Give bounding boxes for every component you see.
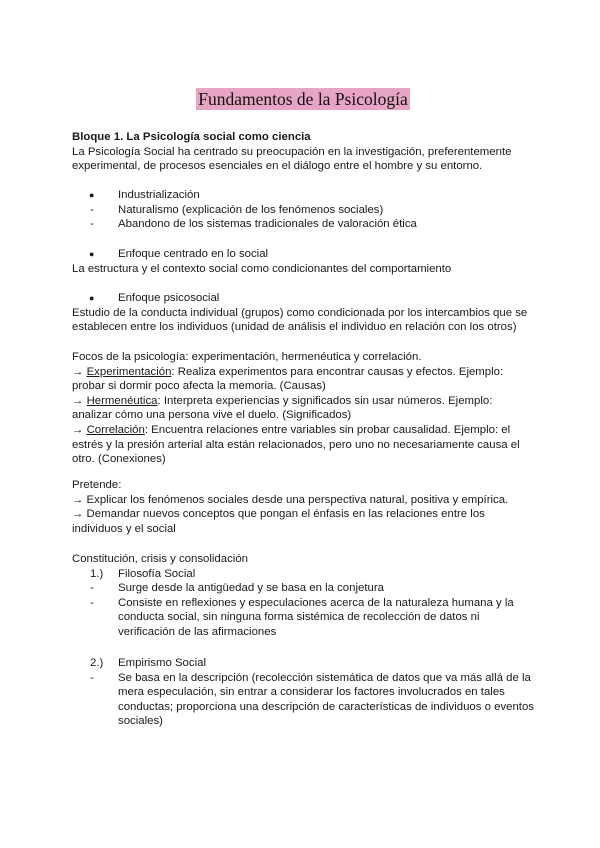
focos-term: Correlación — [86, 423, 145, 436]
focos-item — [72, 365, 534, 394]
empirismo-section — [72, 656, 534, 729]
arrow-glyph: → — [72, 423, 84, 436]
list-item — [72, 596, 534, 640]
dash-marker: - — [90, 582, 94, 595]
list-item — [72, 217, 534, 232]
dash-text: Consiste en reflexiones y especulaciones acerca de la naturaleza humana y la conducta social, sin ninguna forma sistémica de recolección de datos ni verificación de las afirmaciones — [118, 596, 514, 638]
focos-desc: : Interpreta experiencias y significados sin usar números. Ejemplo: analizar cómo una persona vive el duelo. (Significados) — [72, 394, 493, 422]
number-marker: 1.) — [90, 567, 104, 580]
enfoque-social-text: La estructura y el contexto social como condicionantes del comportamiento — [72, 262, 452, 275]
list-item — [72, 291, 534, 306]
dash-text: Se basa en la descripción (recolección sistemática de datos que va más allá de la mera especulación, sin entrar a considerar los factores involucrados en tales conductas; proporciona una descripción de características de individuos o eventos sociales) — [118, 671, 535, 728]
focos-intro: Focos de la psicología: experimentación, hermenéutica y correlación. — [72, 351, 422, 363]
pretende-item: → Explicar los fenómenos sociales desde una perspectiva natural, positiva y empírica. — [72, 493, 509, 506]
bullet-marker: ● — [89, 293, 95, 303]
dash-marker: - — [90, 203, 94, 216]
dash-marker: - — [90, 218, 94, 231]
focos-item — [72, 423, 534, 467]
dash-marker: - — [90, 596, 94, 609]
numbered-item — [72, 656, 534, 671]
number-marker: 2.) — [90, 657, 104, 669]
focos-term: Experimentación — [86, 365, 172, 378]
constitucion-heading: Constitución, crisis y consolidación — [72, 553, 248, 565]
bullet-marker: ● — [89, 249, 95, 259]
bloque-heading: Bloque 1. La Psicología social como ciencia — [72, 131, 311, 143]
numbered-label: Filosofía Social — [118, 567, 196, 580]
arrow-glyph: → — [72, 394, 84, 407]
enfoque-psico-group — [72, 291, 534, 335]
list-item — [72, 671, 534, 729]
dash-text: Abandono de los sistemas tradicionales de valoración ética — [118, 218, 417, 231]
enfoque-social-group — [72, 247, 534, 276]
bullet-text: Enfoque psicosocial — [118, 292, 220, 304]
pretende-item: → Demandar nuevos conceptos que pongan el énfasis en las relaciones entre los individuos y el social — [72, 508, 485, 535]
bullet-marker: ● — [89, 190, 95, 200]
list-item — [72, 581, 534, 596]
list-item — [72, 188, 534, 203]
focos-item — [72, 394, 534, 423]
list-item — [72, 203, 534, 218]
focos-desc: : Encuentra relaciones entre variables sin probar causalidad. Ejemplo: el estrés y la presión arterial alta están relacionados, pero uno no necesariamente causa el otro. (Conexiones) — [72, 423, 520, 466]
numbered-item — [72, 567, 534, 582]
pretende-label: Pretende: — [72, 479, 122, 491]
industrializacion-group — [72, 188, 534, 232]
dash-text: Surge desde la antigüedad y se basa en la conjetura — [118, 582, 384, 595]
constitucion-section — [72, 552, 534, 640]
pretende-section — [72, 478, 534, 536]
bullet-text: Enfoque centrado en lo social — [118, 248, 269, 260]
focos-section — [72, 350, 534, 467]
dash-marker: - — [90, 671, 94, 684]
arrow-glyph: → — [72, 365, 84, 378]
focos-desc: : Realiza experimentos para encontrar causas y efectos. Ejemplo: probar si dormir poco afecta la memoria. (Causas) — [72, 365, 504, 393]
focos-term: Hermenéutica — [86, 394, 158, 407]
numbered-label: Empirismo Social — [118, 657, 206, 669]
document-title: Fundamentos de la Psicología — [198, 89, 408, 109]
dash-text: Naturalismo (explicación de los fenómenos sociales) — [118, 203, 384, 216]
enfoque-psico-text: Estudio de la conducta individual (grupos) como condicionada por los intercambios que se establecen entre los individuos (unidad de análisis el individuo en relación con los otros) — [72, 306, 528, 334]
list-item — [72, 247, 534, 262]
bloque-section — [72, 130, 534, 174]
bullet-text: Industrialización — [118, 189, 200, 201]
bloque-intro: La Psicología Social ha centrado su preocupación en la investigación, preferentemente experimental, de procesos esenciales en el diálogo entre el hombre y su entorno. — [72, 145, 512, 173]
